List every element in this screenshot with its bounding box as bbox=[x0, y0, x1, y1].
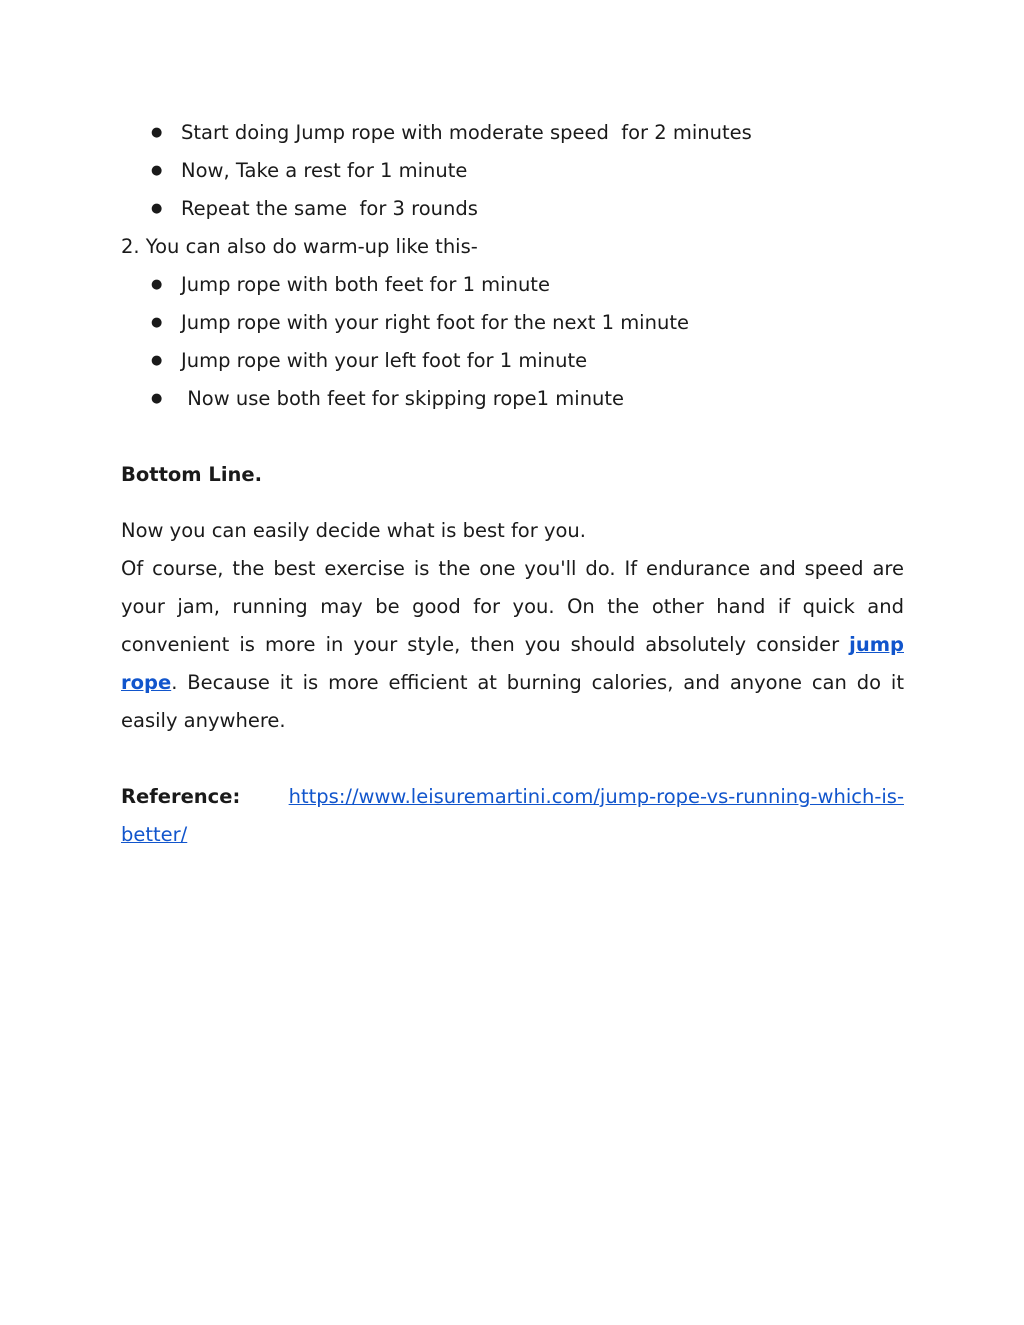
list-item: ● Now, Take a rest for 1 minute bbox=[121, 152, 904, 190]
bottom-line-summary: Now you can easily decide what is best for you. bbox=[121, 519, 586, 542]
list-item: ● Jump rope with your left foot for 1 minute bbox=[121, 342, 904, 380]
bottom-line-paragraph: Of course, the best exercise is the one you'll do. If endurance and speed are your jam, running may be good for you. On the other hand if quick and convenient is more in your style, then you should absolutely consider jump rope. Because it is more efficient at burning calories, and anyone can do it easily anywhere. bbox=[121, 557, 904, 732]
bottom-line-heading: Bottom Line. bbox=[121, 463, 263, 486]
list-item: ● Start doing Jump rope with moderate speed for 2 minutes bbox=[121, 114, 904, 152]
list-item: ● Jump rope with both feet for 1 minute bbox=[121, 266, 904, 304]
bullet-icon: ● bbox=[151, 315, 163, 330]
bullet-icon: ● bbox=[151, 125, 163, 140]
list-item: ● Repeat the same for 3 rounds bbox=[121, 190, 904, 228]
warmup-list bbox=[121, 266, 904, 418]
bullet-icon: ● bbox=[151, 201, 163, 216]
reference-line bbox=[121, 778, 904, 854]
rounds-list bbox=[121, 114, 904, 228]
bullet-icon: ● bbox=[151, 391, 163, 406]
list-item: ● Now use both feet for skipping rope1 minute bbox=[121, 380, 904, 418]
list-item: ● Jump rope with your right foot for the next 1 minute bbox=[121, 304, 904, 342]
bullet-icon: ● bbox=[151, 353, 163, 368]
reference-label: Reference: bbox=[121, 785, 241, 808]
jump-rope-link[interactable]: jump rope bbox=[121, 633, 904, 694]
document-page bbox=[121, 114, 904, 854]
bullet-icon: ● bbox=[151, 163, 163, 178]
reference-link[interactable]: https://www.leisuremartini.com/jump-rope-vs-running-which-is-better/ bbox=[121, 785, 904, 846]
warmup-intro: 2. You can also do warm-up like this- bbox=[121, 235, 478, 258]
bullet-icon: ● bbox=[151, 277, 163, 292]
